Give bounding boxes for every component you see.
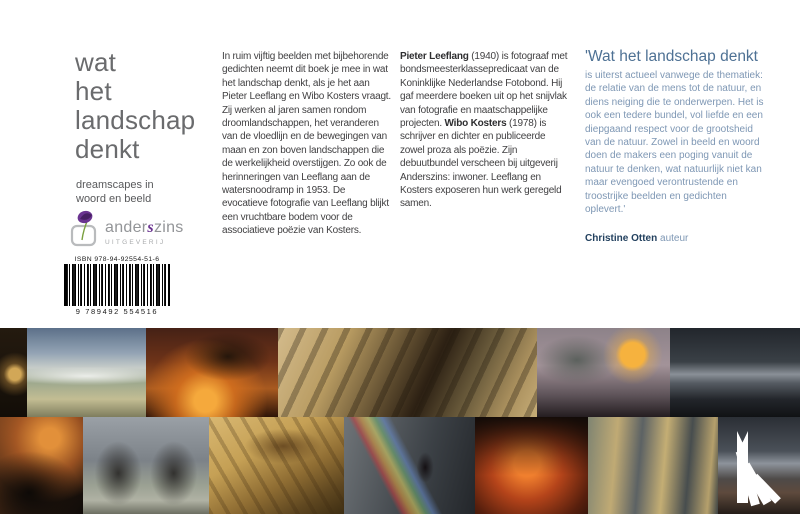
photo-dark-storm-sea <box>670 328 800 417</box>
photo-driftwood-sand <box>278 328 537 417</box>
books-logo-icon <box>733 431 795 509</box>
stylized-s-glyph: s <box>147 219 154 236</box>
reviewer-name: Christine Otten <box>585 233 658 245</box>
photo-storm-with-logo <box>718 417 800 514</box>
quote-body: is uiterst actueel vanwege de thematiek: de relatie van de mens tot de natuur, en diens neiging die te onderwerpen. Het is ook een tedere bundel, vol liefde en een diepgaand respect voor de grootsheid van de natuur. Zowel in beeld en woord doen de makers een poging vanuit de natuur te denken, wat natuurlijk niet kan maar evengoed verontrustende en troostrijke beelden en gedichten oplevert.' <box>585 70 764 216</box>
subtitle-line: woord en beeld <box>76 193 152 205</box>
photo-stormy-coast <box>27 328 146 417</box>
book-with-purple-poppy-icon <box>70 210 98 248</box>
photo-sand-swirls <box>588 417 718 514</box>
title-line: het <box>75 76 112 106</box>
title-line: denkt <box>75 134 140 164</box>
isbn-barcode <box>64 256 170 316</box>
title-line: wat <box>75 47 117 77</box>
book-subtitle <box>76 178 154 206</box>
blurb-text: In ruim vijftig beelden met bijbehorende gedichten neemt dit boek je mee in wat het landschap denkt, als je het aan Pieter Leeflang en Wibo Kosters vraagt. Zij werken al jaren samen rondom droomlandschappen, het veranderen van de vloedlijn en de bewegingen van maan en zon boven landschappen die de werkelijkheid overstijgen. Zo ook de herinneringen van Leeflang aan de watersnoodramp in 1953. De evocatieve fotografie van Leeflang blijkt een vruchtbare bodem voor de associatieve poëzie van Kosters. <box>222 51 391 237</box>
publisher-name: anderszins <box>105 219 184 236</box>
title-line: landschap <box>75 105 196 135</box>
photo-strip-row-2 <box>0 417 800 514</box>
isbn-label: ISBN 978-94-92554-51-6 <box>74 256 160 263</box>
photo-willow-sunset <box>0 417 83 514</box>
review-quote <box>585 48 765 244</box>
quote-attribution <box>585 233 765 244</box>
photo-strip-row-1 <box>0 328 800 417</box>
photo-orange-moon-tree <box>537 328 670 417</box>
photo-moonlit-tree <box>0 328 27 417</box>
photo-sunset-tree <box>146 328 278 417</box>
author-bios-text: Pieter Leeflang (1940) is fotograaf met bondsmeesterklassepredicaat van de Koninklijke Nederlandse Fotobond. Hij gaf meerdere boeken uit op het snijvlak van fotografie en maatschappelijke projecten. Wibo Kosters (1978) is schrijver en dichter en publiceerde zowel proza als poëzie. Zijn debuutbundel verscheen bij uitgeverij Anderszins: inwoner. Leeflang en Kosters exposeren hun werk geregeld samen. <box>400 51 568 210</box>
publisher-logo <box>70 210 184 248</box>
publisher-tagline: UITGEVERIJ <box>105 239 166 246</box>
subtitle-line: dreamscapes in <box>76 179 154 191</box>
isbn-digits: 9 789492 554516 <box>75 307 159 316</box>
reviewer-role: auteur <box>657 233 689 245</box>
quote-heading: 'Wat het landschap denkt <box>585 48 758 65</box>
photo-golden-sand <box>209 417 344 514</box>
book-title <box>75 48 195 164</box>
photo-strip <box>0 328 800 514</box>
photo-rainbow-figure <box>344 417 475 514</box>
photo-willow-fire <box>475 417 588 514</box>
barcode-bars <box>64 264 170 306</box>
photo-grey-willows <box>83 417 209 514</box>
author-name-leeflang: Pieter Leeflang <box>400 51 469 62</box>
author-name-kosters: Wibo Kosters <box>444 118 507 130</box>
